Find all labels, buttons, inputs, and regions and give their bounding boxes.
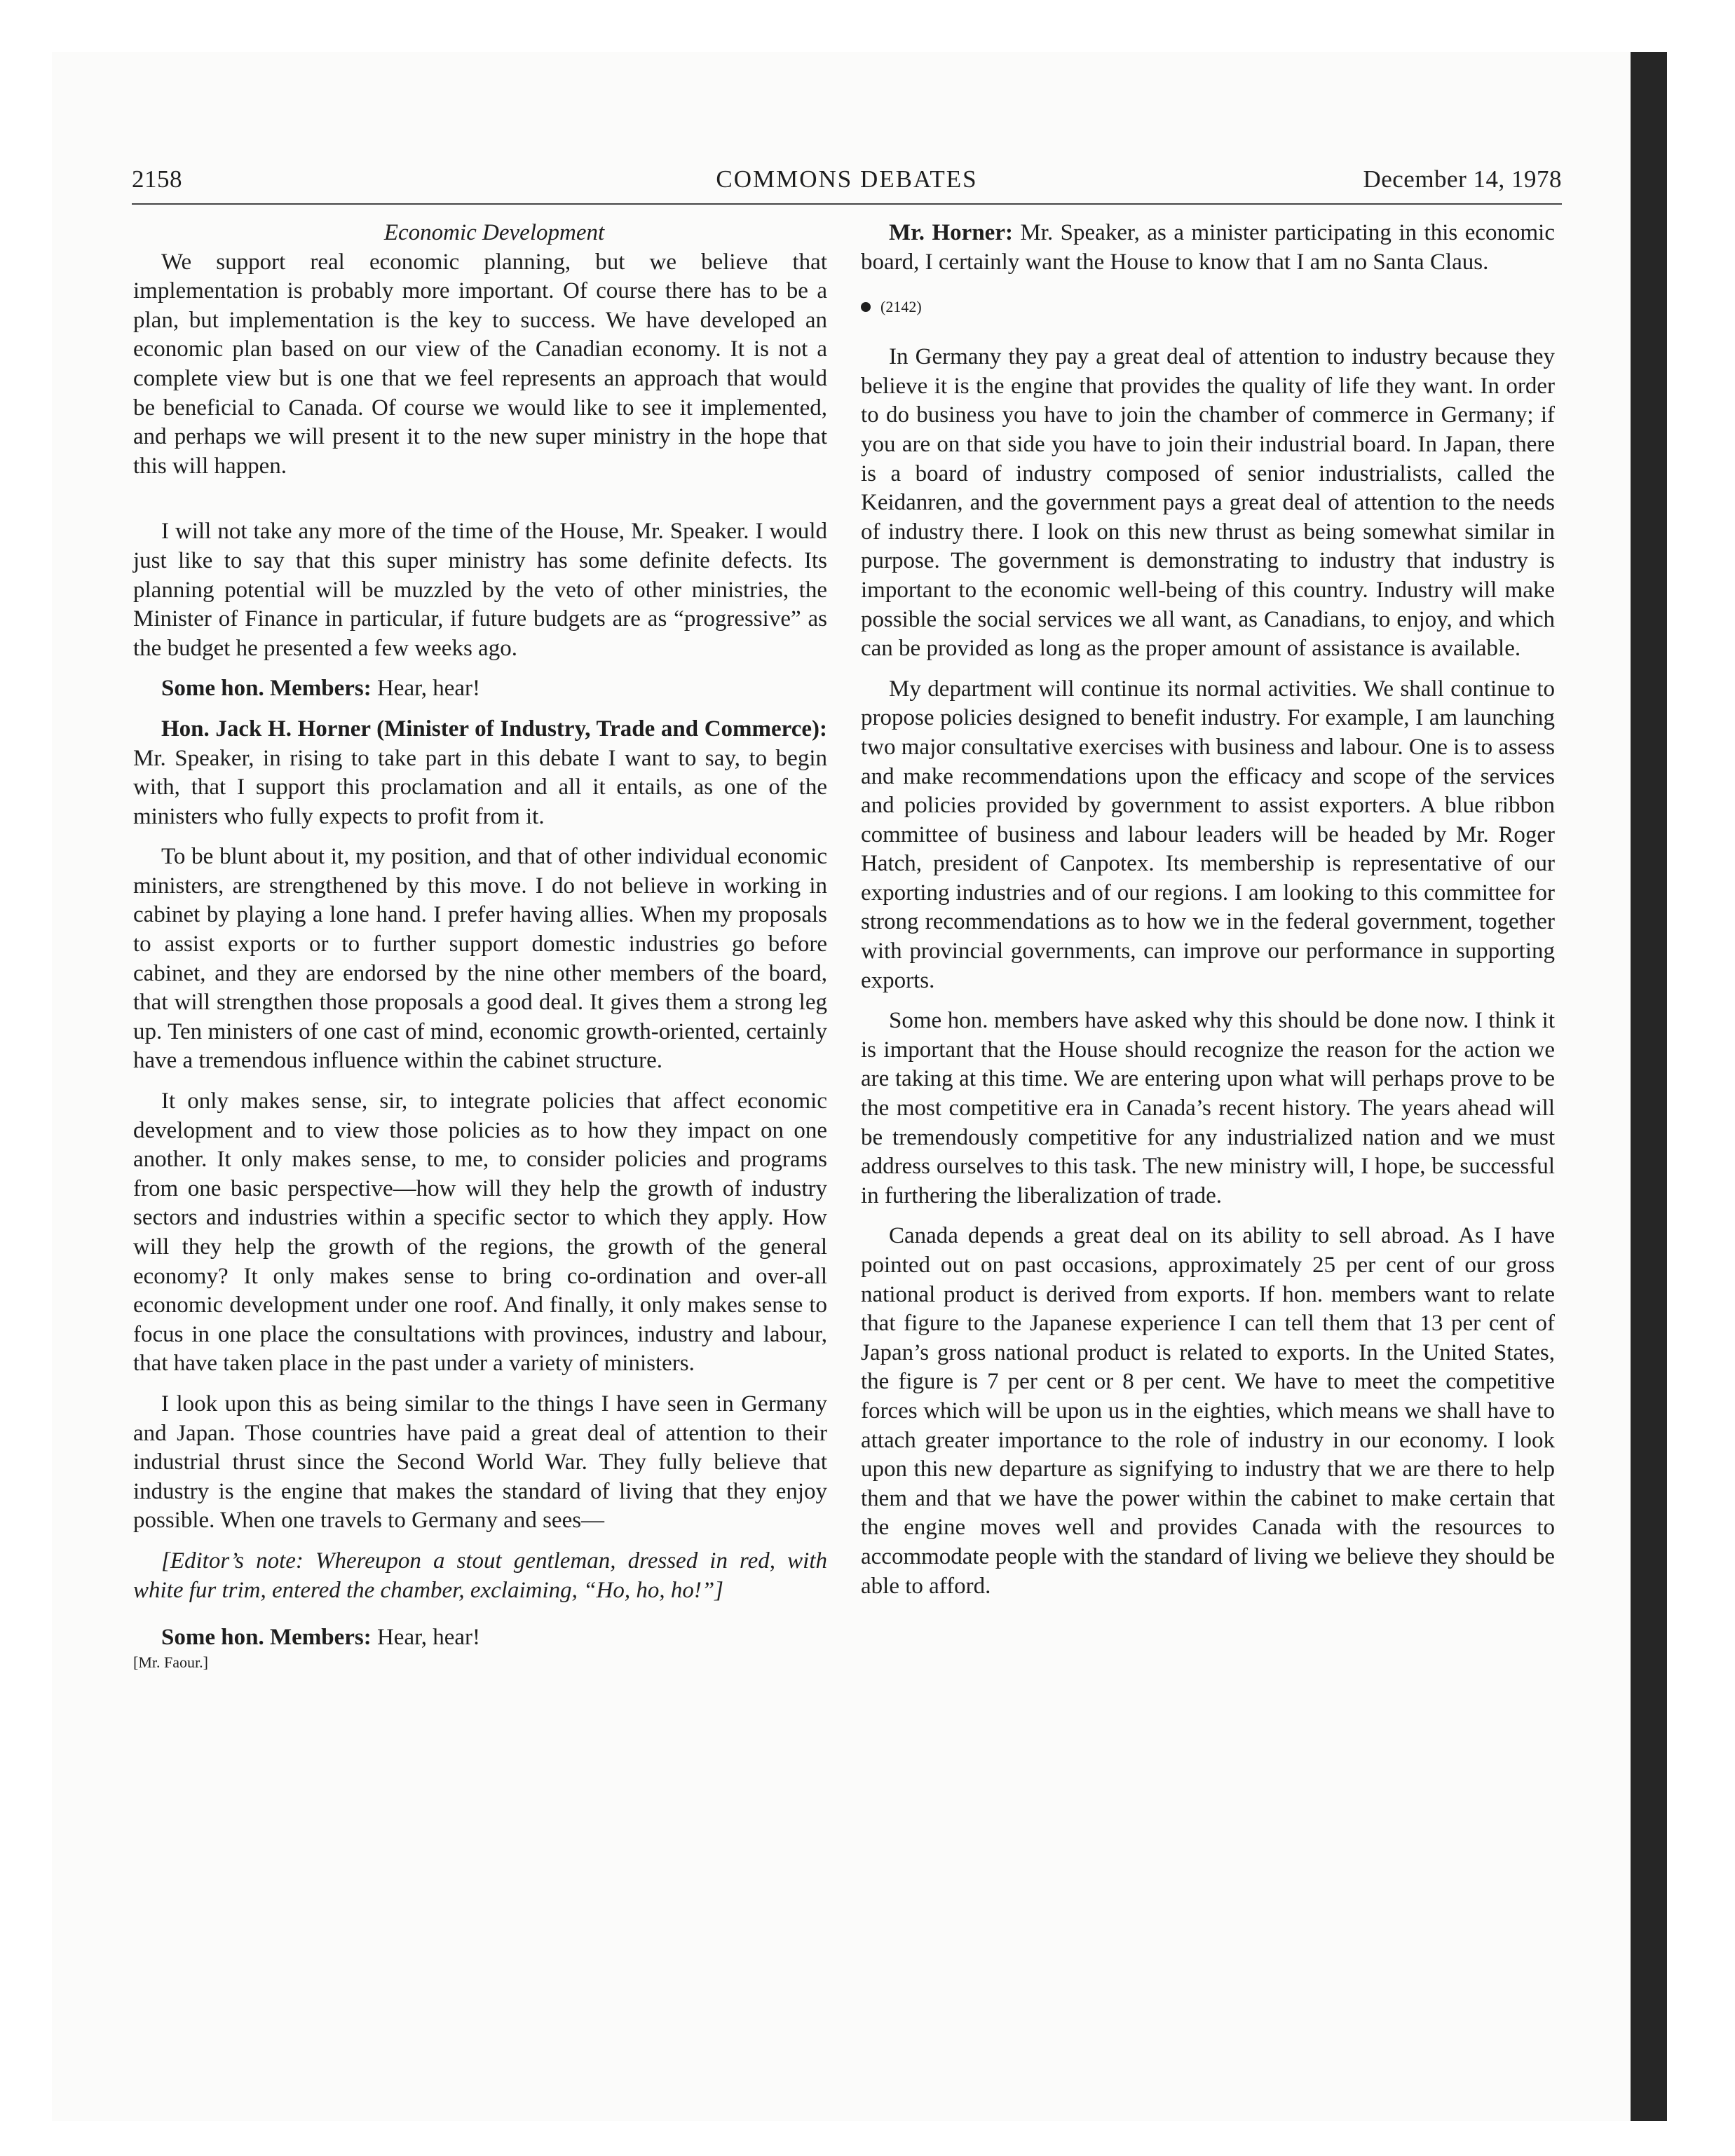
paragraph: My department will continue its normal activities. We shall continue to propose policies designed to benefit industry. For example, I am launching two major consultative exercises with business and labour. One is to assess and make recommendations upon the efficacy and scope of the services and policies provided by government to assist exporters. A blue ribbon committee of business and labour leaders will be headed by Mr. Roger Hatch, president of Canpotex. Its membership is representative of our exporting industries and of our regions. I am looking to this committee for strong recommendations as to how we in the federal government, together with provincial governments, can improve our performance in supporting exports.: [861, 676, 1555, 993]
left-column: [133, 219, 827, 1672]
paragraph: We support real economic planning, but we believe that implementation is probably more important. Of course there has to be a plan, but implementation is the key to success. We have developed an economic plan based on our view of the Canadian economy. It is not a complete view but is one that we feel represents an approach that would be beneficial to Canada. Of course we would like to see it implemented, and perhaps we will present it to the new super ministry in the hope that this will happen.: [133, 249, 827, 479]
page-number: 2158: [132, 165, 182, 193]
paragraph: Canada depends a great deal on its ability to sell abroad. As I have pointed out on past occasions, approximately 25 per cent of our gross national product is derived from exports. If hon. members want to relate that figure to the Japanese experience I can tell them that 13 per cent of Japan’s gross national product is related to exports. In the United States, the figure is 7 per cent or 8 per cent. We have to meet the competitive forces which will be upon us in the eighties, which means we shall have to attach greater importance to the role of industry in our economy. I look upon this new departure as signifying to industry that we are there to help them and that we have the power within the cabinet to make certain that the engine moves well and provides Canada with the resources to accommodate people with the standard of living we believe they should be able to afford.: [861, 1223, 1555, 1599]
speech: [861, 219, 1555, 277]
time-marker-label: (2142): [880, 298, 922, 316]
page-header: [132, 165, 1562, 200]
header-rule: [132, 203, 1562, 205]
paragraph: In Germany they pay a great deal of attention to industry because they believe it is the engine that provides the quality of life they want. In order to do business you have to join the chamber of commerce in Germany; if you are on that side you have to join their industrial board. In Japan, there is a board of industry composed of senior industrialists, called the Keidanren, and the government pays a great deal of attention to the needs of industry there. I look on this new thrust as being somewhat similar in purpose. The government is demonstrating to industry that industry is important to the economic well-being of this country. Industry will make possible the social services we all want, as Canadians, to enjoy, and which can be provided as long as the proper amount of assistance is available.: [861, 344, 1555, 662]
speaker-attribution: [Mr. Faour.]: [133, 1653, 208, 1671]
paragraph: It only makes sense, sir, to integrate policies that affect economic development and to view those policies as to how they impact on one another. It only makes sense, to me, to consider policies and programs from one basic perspective—how will they help the growth of industry sectors and industries within a specific sector to which they apply. How will they help the growth of the regions, the growth of the general economy? It only makes sense to bring co-ordination and over-all economic development under one roof. And finally, it only makes sense to focus in one place the consultations with provinces, industry and labour, that have taken place in the past under a variety of ministers.: [133, 1089, 827, 1377]
page-date: December 14, 1978: [1363, 165, 1562, 193]
speaker-name: Some hon. Members:: [161, 1625, 372, 1651]
scan-edge-shadow: [1631, 52, 1667, 2121]
time-marker: [861, 296, 1555, 318]
paragraph: Some hon. members have asked why this should be done now. I think it is important that the House should recognize the reason for the action we are taking at this time. We are entering upon what will perhaps prove to be the most competitive era in Canada’s recent history. The years ahead will be tremendously competitive for any industrialized nation and we must address ourselves to this task. The new ministry will, I hope, be successful in furthering the liberalization of trade.: [861, 1008, 1555, 1208]
speaker-name: Hon. Jack H. Horner (Minister of Industry, Trade and Commerce):: [161, 716, 827, 742]
section-subheading: Economic Development: [383, 220, 605, 245]
speech-text: Hear, hear!: [371, 676, 481, 702]
editors-note: [Editor’s note: Whereupon a stout gentleman, dressed in red, with white fur trim, entered the chamber, exclaiming, “Ho, ho, ho!”]: [133, 1548, 827, 1603]
publication-title: COMMONS DEBATES: [716, 165, 978, 193]
speech-text: Mr. Speaker, in rising to take part in this debate I want to say, to begin with, that I support this proclamation and all it entails, as one of the ministers who fully expects to profit from it.: [133, 745, 827, 829]
speech: [133, 1623, 827, 1653]
speech: [133, 674, 827, 704]
speech-text: Hear, hear!: [371, 1625, 481, 1651]
speech-text: Mr. Speaker, as a minister participating in this economic board, I certainly want the House to know that I am no Santa Claus.: [861, 220, 1555, 275]
speaker-name: Mr. Horner:: [889, 220, 1013, 245]
speaker-name: Some hon. Members:: [161, 676, 372, 702]
paragraph: To be blunt about it, my position, and that of other individual economic ministers, are strengthened by this move. I do not believe in working in cabinet by playing a lone hand. I prefer having allies. When my proposals to assist exports or to further support domestic industries go before cabinet, and they are endorsed by the nine other members of the board, that will strengthen those proposals a good deal. It gives them a strong leg up. Ten ministers of one cast of mind, economic growth-oriented, certainly have a tremendous influence within the cabinet structure.: [133, 844, 827, 1074]
paragraph: I will not take any more of the time of the House, Mr. Speaker. I would just like to say that this super ministry has some definite defects. Its planning potential will be muzzled by the veto of other ministries, the Minister of Finance in particular, if future budgets are as “progressive” as the budget he presented a few weeks ago.: [133, 519, 827, 661]
speech: [133, 715, 827, 831]
paragraph: I look upon this as being similar to the things I have seen in Germany and Japan. Those countries have paid a great deal of attention to their industrial thrust since the Second World War. They fully believe that industry is the engine that makes the standard of living that they enjoy possible. When one travels to Germany and sees—: [133, 1391, 827, 1534]
right-column: [861, 219, 1555, 1601]
bullet-dot-icon: [861, 302, 871, 312]
